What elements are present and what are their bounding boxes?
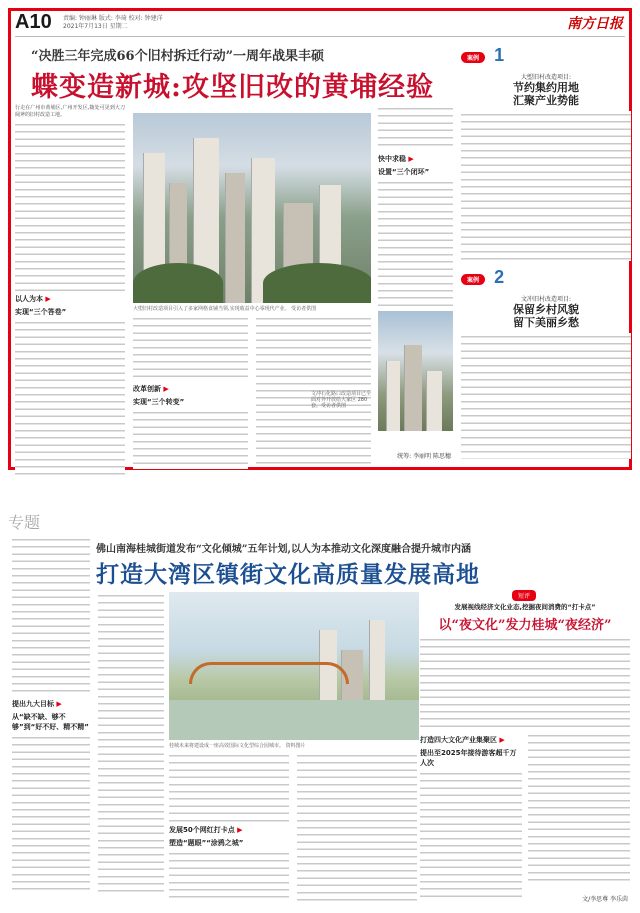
text-block — [256, 315, 371, 465]
photo-guicheng-park — [169, 592, 419, 740]
top-column-2 — [133, 315, 248, 469]
bottom-column-1 — [12, 536, 90, 894]
text-block — [133, 315, 248, 381]
text-block — [169, 850, 289, 900]
bottom-column-4 — [297, 752, 417, 902]
photo1-caption: 大塱旧村改造项目引入了多家网格食铺当领,实现收益中心零现代产业。 受访者供图 — [133, 306, 317, 312]
text-block — [420, 770, 522, 900]
text-block — [98, 592, 164, 892]
case-2-title-line2: 留下美丽乡愁 — [513, 316, 579, 329]
building — [426, 371, 442, 431]
bottom-sub-heading-3: 打造四大文化产业集聚区 ▶ — [420, 736, 505, 744]
bottom-column-6 — [528, 732, 630, 882]
date-line: 2021年7月13日 星期二 — [63, 23, 128, 30]
sub-heading-3b: 设置“三个闭环” — [378, 168, 430, 176]
text-block — [378, 105, 453, 151]
tree-cluster — [263, 263, 371, 303]
top-headline: 蝶变造新城:攻坚旧改的黄埔经验 — [31, 72, 434, 103]
bottom-sub-heading-1: 提出九大目标 ▶ — [12, 700, 62, 708]
text-block — [15, 319, 125, 479]
page-meta — [63, 15, 163, 31]
photo2-caption: 文冲石化路口改造项目已全面对外开放给大家区 280套。受访者供图 — [311, 391, 372, 409]
top-kicker: “决胜三年完成66个旧村拆迁行动”一周年战果丰硕 — [31, 49, 325, 64]
commentary-kicker: 发展视线经济文化业态,挖掘夜间消费的“打卡点” — [454, 603, 596, 611]
photo-datang-village — [133, 113, 371, 303]
top-intro: 行走在广州市黄埔区,广州开发区,随处可见到大刀阔斧的旧村改造工地。 — [15, 105, 125, 119]
bottom-kicker: 佛山南海桂城街道发布“文化倾城”五年计划,以人为本推动文化深度融合提升城市内涵 — [96, 544, 471, 555]
case-label: 案例 — [461, 52, 485, 63]
commentary-title: 以“夜文化”发力桂城“夜经济” — [438, 618, 612, 633]
case-2-title-line1: 保留乡村风貌 — [513, 303, 579, 316]
building — [404, 345, 422, 431]
case-number: 2 — [494, 267, 505, 287]
case-label: 案例 — [461, 274, 485, 285]
page-number: A10 — [15, 11, 52, 33]
text-block — [461, 333, 631, 459]
top-column-4 — [378, 105, 453, 319]
reporter-line: 统筹: 李丽明 陈思穗 — [397, 453, 451, 460]
text-block — [169, 752, 289, 822]
bottom-column-3 — [169, 752, 289, 900]
bottom-column-2 — [98, 592, 164, 892]
bottom-headline: 打造大湾区镇街文化高质量发展高地 — [96, 561, 480, 588]
text-block — [15, 121, 125, 291]
building — [386, 361, 400, 431]
bottom-column-5 — [420, 732, 522, 900]
top-column-3 — [256, 315, 371, 465]
newspaper-logo: 南方日报 — [567, 16, 623, 32]
commentary-tag: 短评 — [512, 590, 536, 601]
masthead — [15, 13, 625, 37]
text-block — [378, 179, 453, 319]
editor-line: 责编: 钟丽琳 版式: 李琦 校对: 钟建洋 — [63, 15, 163, 22]
building — [225, 173, 245, 303]
photo3-caption: 桂城未来将建设成一座高效国际文化型综合园城市。 资料图片 — [169, 743, 306, 749]
top-column-1 — [15, 105, 125, 479]
tree-cluster — [133, 263, 223, 303]
bottom-reporter-line: 文/李思尊 李乐茵 — [582, 896, 628, 903]
top-story — [8, 8, 632, 470]
text-block — [12, 536, 90, 696]
arch-bridge — [189, 662, 349, 684]
text-block — [528, 732, 630, 882]
section-label: 专题 — [8, 513, 41, 532]
bottom-sub-heading-1b: 从“缺不缺、够不够”到“好不好、精不精” — [12, 713, 89, 731]
bottom-story — [8, 510, 632, 906]
sub-heading-2: 改革创新 ▶ — [133, 385, 169, 393]
text-block — [133, 409, 248, 469]
bottom-sub-heading-2: 发展50个网红打卡点 ▶ — [169, 826, 243, 834]
case-2-header — [461, 267, 631, 288]
text-block — [12, 734, 90, 894]
text-block — [420, 636, 630, 728]
lake — [169, 700, 419, 740]
case-sidebar — [461, 45, 631, 465]
sub-heading-3: 快中求稳 ▶ — [378, 155, 414, 163]
sub-heading-1: 以人为本 ▶ — [15, 295, 51, 304]
bottom-sub-heading-3b: 提出至2025年接待游客超千万人次 — [420, 749, 517, 767]
bottom-sub-heading-2b: 塑造“题眼”“涂鸦之城” — [169, 839, 244, 847]
text-block — [461, 111, 631, 261]
case-1-header — [461, 45, 631, 66]
case-2-kicker: 文冲旧村改造项目: — [520, 296, 572, 303]
commentary-box — [420, 590, 630, 730]
sub-heading-2b: 实现“三个转变” — [133, 398, 185, 406]
case-1-title-line2: 汇聚产业势能 — [513, 94, 579, 107]
photo-wenchong-road — [378, 311, 453, 431]
case-number: 1 — [494, 45, 505, 65]
sub-heading-1b: 实现“三个答卷” — [15, 308, 67, 317]
case-1-kicker: 大塱旧村改造项目: — [520, 74, 572, 81]
text-block — [297, 752, 417, 902]
case-1-title-line1: 节约集约用地 — [513, 81, 579, 94]
